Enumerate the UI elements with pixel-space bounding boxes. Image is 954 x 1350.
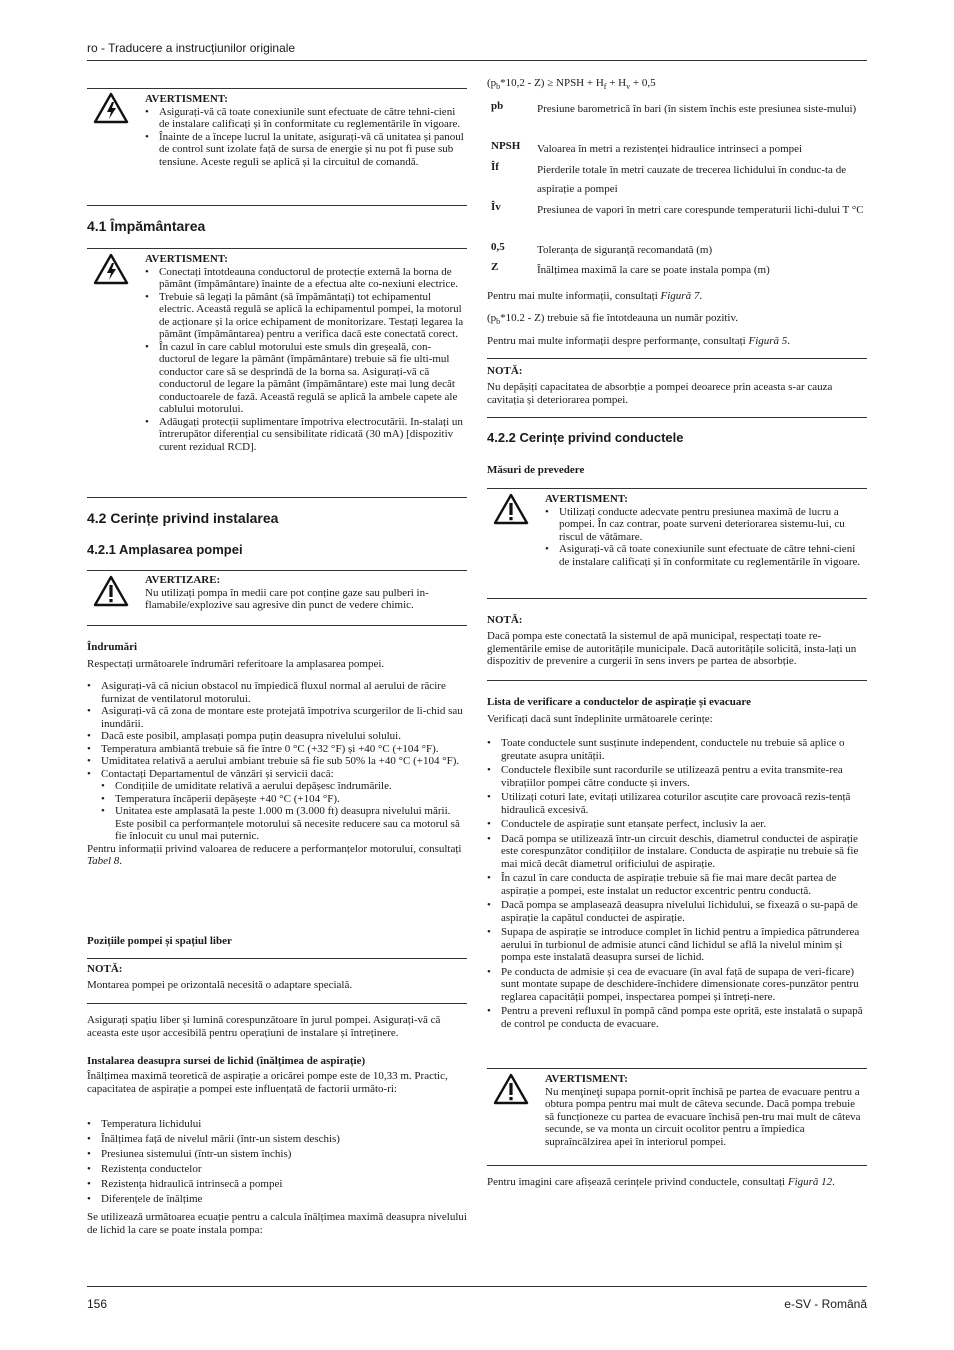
symbol-description: Valoarea în metri a rezistenței hidraulice intrinseci a pompei — [537, 143, 803, 155]
checklist-item: • Utilizați coturi late, evitați utilizarea coturilor ascuțite care provoacă rezis-tență hidraulică excesivă. — [487, 791, 867, 816]
warning-box-electrical — [87, 88, 467, 206]
note-title: NOTĂ: — [87, 963, 123, 975]
electric-hazard-icon — [93, 92, 129, 124]
warning-box-discharge — [487, 1068, 867, 1166]
precautions-heading: Măsuri de prevedere — [487, 464, 585, 476]
warning-text: Nu utilizați pompa în medii care pot conține gaze sau pulberi in-flamabile/explozive sau agresive din punct de vedere chimic. — [145, 586, 429, 611]
symbol: 0,5 — [491, 241, 505, 253]
list-item: • Umiditatea relativă a aerului ambiant trebuie să fie sub 50% la +40 °C (+104 °F). — [87, 755, 467, 768]
warning-text: Nu menţineţi supapa pornit-oprit închisă pe partea de evacuare pentru a obtura pompa pentru mai mult de câteva secunde. Dacă pompa trebuie să funcționeze cu partea de evacuare închisă pen-tru mai mult de câteva secunde, se va monta un circuit ocolitor pentru a împiedica supraîncălzirea apei în interiorul pompei. — [545, 1085, 861, 1148]
symbol: Îf — [491, 161, 499, 173]
warning-item: • Asigurați-vă că toate conexiunile sunt efectuate de către tehni-cieni de instalare calificați și în conformitate cu reglementările în vigoare. — [145, 106, 465, 131]
list-item: • Rezistența hidraulică intrinsecă a pompei — [87, 1177, 467, 1192]
warning-item: • Adăugați protecții suplimentare împotriva electrocutării. In-stalați un întrerupător diferențial cu sensibilitate ridicată (30 mA) [dispozitiv curent rezidual RCD]. — [145, 416, 465, 454]
list-item — [87, 768, 467, 843]
checklist-item: • Pe conducta de admisie și cea de evacuare (în aval față de supapa de veri-ficare) sunt montate supape de deschidere-închidere dimensionate cores-punzător pentru reglarea capacității pompei, inspectarea pompei și întreți-nere. — [487, 966, 867, 1004]
warning-title: AVERTISMENT: — [545, 1073, 628, 1085]
list-item: • Asigurați-vă că zona de montare este protejată împotriva scurgerilor de li-chid sau inundării. — [87, 705, 467, 730]
suction-text: Înălțimea maximă teoretică de aspirație a oricărei pompe este de 10,33 m. Practic, capacitatea de aspirație a pompei este influențată de factorii următo-ri: — [87, 1070, 448, 1095]
symbol-description: Toleranța de siguranță recomandată (m) — [537, 244, 713, 256]
list-item: • Presiunea sistemului (într-un sistem închis) — [87, 1147, 467, 1162]
symbol: Z — [491, 261, 499, 273]
clearance-text: Asigurați spațiu liber și lumină corespunzătoare în jurul pompei. Asigurați-vă că aceasta este ușor accesibilă pentru operațiuni de instalare și întreținere. — [87, 1014, 441, 1039]
checklist-item: • Conductele flexibile sunt racordurile se utilizează pentru a evita transmite-rea vibrațiilor pompei către conducte și invers. — [487, 764, 867, 789]
symbol: NPSH — [491, 140, 521, 152]
header-divider — [87, 60, 867, 61]
symbol-description: Înălțimea maximă la care se poate instala pompa (m) — [537, 264, 770, 276]
list-item: • Asigurați-vă că niciun obstacol nu împiedică fluxul normal al aerului de răcire furnizat de ventilatorul motorului. — [87, 680, 467, 705]
warning-title: AVERTISMENT: — [145, 93, 228, 105]
note-divider — [487, 680, 867, 681]
warning-item: • Conectați întotdeauna conductorul de protecție externă la borna de pământ (împământare) înainte de a efectua alte co-nexiuni electrice. — [145, 266, 465, 291]
equation-intro: Se utilizează următoarea ecuație pentru a calcula înălțimea maximă deasupra nivelului de lichid la care se poate instala pompa: — [87, 1211, 467, 1236]
warning-item: • În cazul în care cablul motorului este smuls din greșeală, con-ductorul de legare la pământ (împământare) trebuie să fie ulti-mul conductor care să se desprindă de la borna sa. Asigurați-vă că conductorul de legare la pământ (împământare) este mai lung decât conductoarele de fază. Această regulă se aplică la ambele capete ale cablului motorului. — [145, 341, 465, 416]
note-divider — [487, 417, 867, 418]
document-name: e-SV - Română — [784, 1297, 867, 1311]
exclamation-warning-icon — [493, 1073, 529, 1105]
derate-reference: Pentru informații privind valoarea de reducere a performanțelor motorului, consultați Tabel 8. — [87, 842, 462, 867]
warning-item: • Trebuie să legați la pământ (să împământați) tot echipamentul electric. Această regulă se aplică la echipamentul pompei, la motorul de acționare și la orice echipament de monitorizare. Testați legarea la pământ (împământarea) pentru a verifica dacă este conectată corect. — [145, 291, 465, 341]
page-header: ro - Traducere a instrucțiunilor originale — [87, 41, 296, 55]
list-item: • Temperatura lichidului — [87, 1117, 467, 1132]
section-heading-4-2-2: 4.2.2 Cerințe privind conductele — [487, 430, 684, 445]
warning-box-explosive — [87, 570, 467, 626]
warning-box-grounding — [87, 248, 467, 498]
checklist-heading: Lista de verificare a conductelor de aspirație și evacuare — [487, 696, 751, 708]
note-text: Nu depășiți capacitatea de absorbție a pompei deoarece prin aceasta s-ar cauza cavitația și deteriorarea pompei. — [487, 381, 833, 406]
warning-item: • Asigurați-vă că toate conexiunile sunt efectuate de către tehni-cieni de instalare calificați și în conformitate cu reglementările în vigoare. — [545, 543, 865, 568]
list-item: • Dacă este posibil, amplasați pompa puțin deasupra nivelului solului. — [87, 730, 467, 743]
checklist-item: • Pentru a preveni refluxul în pompă când pompa este oprită, este instalată o supapă de control pe conducta de evacuare. — [487, 1005, 867, 1030]
warning-title: AVERTISMENT: — [145, 253, 228, 265]
note-text: Dacă pompa este conectată la sistemul de apă municipal, respectați toate re-glementările emise de autoritățile municipale. Dacă autoritățile solicită, insta-lați un dispozitiv de prevenire a curgerii în sens invers pe partea de absorbție. — [487, 630, 857, 667]
footer-divider — [87, 1286, 867, 1287]
warning-box-piping — [487, 488, 867, 599]
figure-link[interactable]: Figură 5 — [748, 335, 788, 347]
note-divider — [87, 958, 467, 959]
factors-list — [87, 1117, 467, 1207]
checklist-item: • Supapa de aspirație se introduce complet în lichid pentru a împiedica pătrunderea aerului în turbionul de admisie atunci când lichidul se află la nivelul minim și pompa este instalată deasupra sursei de lichid. — [487, 926, 867, 964]
suction-equation: $(p_b*10,2 - Z)$ ≥ NPSH + $H_f + H_v + 0,5$ — [487, 77, 656, 92]
table-link[interactable]: Tabel 8 — [87, 855, 120, 867]
sub-list-item: • Temperatura încăperii depășește +40 °C (+104 °F). — [101, 793, 467, 806]
list-item: • Înălțimea față de nivelul mării (într-un sistem deschis) — [87, 1132, 467, 1147]
exclamation-warning-icon — [93, 575, 129, 607]
list-item: • Rezistența conductelor — [87, 1162, 467, 1177]
symbol-description: Pierderile totale în metri cauzate de trecerea lichidului în conduc-ta de aspirație a pompei — [537, 164, 847, 195]
warning-title: AVERTISMENT: — [545, 493, 628, 505]
section-heading-4-2-1: 4.2.1 Amplasarea pompei — [87, 542, 243, 557]
positive-note: $(p_b*10.2 - Z)$ trebuie să fie întotdeauna un număr pozitiv. — [487, 312, 739, 327]
checklist-item: • Dacă pompa se utilizează într-un circuit deschis, diametrul conductei de aspirație este corespunzător condițiilor de instalare. Conducta de aspirație nu trebuie să fie mai mică decât diametrul orificiului de aspirație. — [487, 833, 867, 871]
warning-title: AVERTIZARE: — [145, 574, 221, 586]
exclamation-warning-icon — [493, 493, 529, 525]
guidelines-intro: Respectați următoarele îndrumări referitoare la amplasarea pompei. — [87, 658, 385, 670]
checklist-item: • Toate conductele sunt susținute independent, conductele nu trebuie să aplice o greutate asupra unității. — [487, 737, 867, 762]
figure-12-reference: Pentru imagini care afișează cerințele privind conductele, consultați Figură 12. — [487, 1176, 835, 1188]
sub-list-item: • Condițiile de umiditate relativă a aerului depășesc îndrumările. — [101, 780, 467, 793]
section-heading-4-2: 4.2 Cerințe privind instalarea — [87, 510, 279, 526]
note-title: NOTĂ: — [487, 614, 523, 626]
symbol: Îv — [491, 201, 501, 213]
note-text: Montarea pompei pe orizontală necesită o adaptare specială. — [87, 979, 353, 991]
note-divider — [87, 1003, 467, 1004]
checklist-intro: Verificați dacă sunt îndeplinite următoarele cerințe: — [487, 713, 713, 725]
section-heading-4-1: 4.1 Împământarea — [87, 218, 206, 234]
guidelines-list — [87, 680, 467, 868]
list-item: • Temperatura ambiantă trebuie să fie între 0 °C (+32 °F) și +40 °C (+104 °F). — [87, 743, 467, 756]
guidelines-heading: Îndrumări — [87, 641, 138, 653]
figure-5-reference: Pentru mai multe informații despre performanțe, consultați Figură 5. — [487, 335, 791, 347]
list-item-text: Contactați Departamentul de vânzări și servicii dacă: — [101, 767, 334, 780]
list-item: • Diferențele de înălțime — [87, 1192, 467, 1207]
checklist-item: • Dacă pompa se amplasează deasupra nivelului lichidului, se fixează o su-papă de aspirație la capătul conductei de aspirație. — [487, 899, 867, 924]
checklist — [487, 737, 867, 1032]
figure-7-reference: Pentru mai multe informații, consultați Figură 7. — [487, 290, 703, 302]
warning-item: • Înainte de a începe lucrul la unitate, asigurați-vă că unitatea și panoul de control sunt izolate față de sursa de energie și nu pot fi puse sub tensiune. Aceste reguli se aplică și la circuitul de comandă. — [145, 131, 465, 169]
note-divider — [487, 358, 867, 359]
checklist-item: • Conductele de aspirație sunt etanșate perfect, inclusiv la aer. — [487, 818, 867, 831]
symbol-description: Presiune barometrică în bari (în sistem închis este presiunea siste-mului) — [537, 103, 857, 115]
suction-heading: Instalarea deasupra sursei de lichid (înălțimea de aspirație) — [87, 1055, 366, 1067]
symbol: pb — [491, 100, 504, 112]
page-number: 156 — [87, 1297, 108, 1311]
positions-heading: Pozițiile pompei și spațiul liber — [87, 935, 232, 947]
sub-list-item: • Unitatea este amplasată la peste 1.000 m (3.000 ft) deasupra nivelului mării. Este posibil ca performanțele motorului să necesite reducere sau ca motorul să fie înlocuit cu unul mai puternic. — [101, 805, 467, 843]
electric-hazard-icon — [93, 253, 129, 285]
figure-link[interactable]: Figură 12 — [787, 1176, 833, 1188]
note-title: NOTĂ: — [487, 365, 523, 377]
checklist-item: • În cazul în care conducta de aspirație trebuie să fie mai mare decât partea de aspirație a pompei, este instalat un reductor excentric pentru conductă. — [487, 872, 867, 897]
warning-item: • Utilizați conducte adecvate pentru presiunea maximă de lucru a pompei. În caz contrar, poate surveni deteriorarea sistemu-lui, cu riscul de vătămare. — [545, 506, 865, 544]
figure-link[interactable]: Figură 7 — [660, 290, 700, 302]
symbol-description: Presiunea de vapori în metri care corespunde temperaturii lichi-dului T °C — [537, 204, 864, 216]
